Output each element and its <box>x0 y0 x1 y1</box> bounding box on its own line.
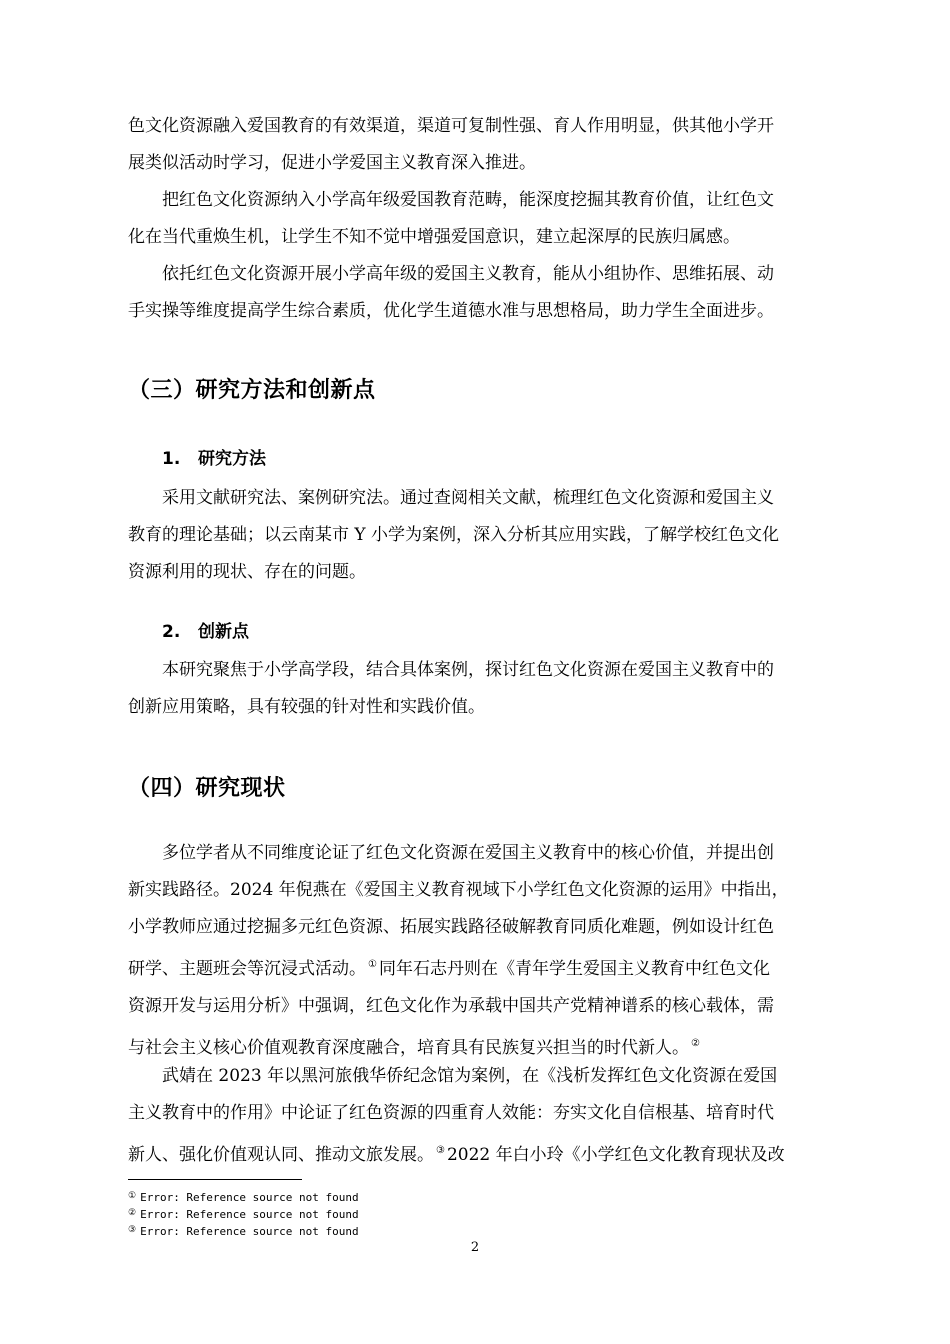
text-line: 武婧在 2023 年以黑河旅俄华侨纪念馆为案例，在《浅析发挥红色文化资源在爱国 <box>162 1066 778 1086</box>
text-segment: 与社会主义核心价值观教育深度融合，培育具有民族复兴担当的时代新人。 <box>128 1038 689 1058</box>
text-line: 多位学者从不同维度论证了红色文化资源在爱国主义教育中的核心价值，并提出创 <box>162 843 774 863</box>
text-segment: 新人、强化价值观认同、推动文旅发展。 <box>128 1145 434 1165</box>
text-segment: 研学、主题班会等沉浸式活动。 <box>128 959 366 979</box>
text-line: 新实践路径。2024 年倪燕在《爱国主义教育视域下小学红色文化资源的运用》中指出， <box>128 880 789 900</box>
text-line: 把红色文化资源纳入小学高年级爱国教育范畴，能深度挖掘其教育价值，让红色文 <box>162 190 774 210</box>
text-segment: 同年石志丹则在《青年学生爱国主义教育中红色文化 <box>378 959 770 979</box>
paragraph-intro-2 <box>128 182 858 256</box>
text-line: 采用文献研究法、案例研究法。通过查阅相关文献，梳理红色文化资源和爱国主义 <box>162 488 774 508</box>
text-line: 创新应用策略，具有较强的针对性和实践价值。 <box>128 697 485 717</box>
text-line: 色文化资源融入爱国教育的有效渠道，渠道可复制性强、育人作用明显，供其他小学开 <box>128 116 774 136</box>
subheading-title: 研究方法 <box>198 449 266 469</box>
page-number: 2 <box>470 1240 480 1255</box>
footnote-3 <box>128 1222 359 1240</box>
section-heading-methods: （三）研究方法和创新点 <box>128 378 376 403</box>
footnote-text: Error: Reference source not found <box>140 1191 359 1204</box>
subheading-number: 1. <box>162 449 181 469</box>
footnote-separator <box>128 1179 302 1180</box>
text-line: 本研究聚焦于小学高学段，结合具体案例，探讨红色文化资源在爱国主义教育中的 <box>162 660 774 680</box>
text-line: 展类似活动时学习，促进小学爱国主义教育深入推进。 <box>128 153 536 173</box>
text-line: 依托红色文化资源开展小学高年级的爱国主义教育，能从小组协作、思维拓展、动 <box>162 264 774 284</box>
footnote-ref[interactable]: ③ <box>436 1145 445 1156</box>
subheading-research-method <box>162 444 266 469</box>
text-line: 资源开发与运用分析》中强调，红色文化作为承载中国共产党精神谱系的核心载体，需 <box>128 996 774 1016</box>
footnote-1 <box>128 1188 359 1206</box>
text-line: 化在当代重焕生机，让学生不知不觉中增强爱国意识，建立起深厚的民族归属感。 <box>128 227 740 247</box>
text-line <box>128 1132 858 1174</box>
footnote-mark: ① <box>128 1191 137 1201</box>
footnote-mark: ③ <box>128 1225 137 1235</box>
text-line: 主义教育中的作用》中论证了红色资源的四重育人效能：夯实文化自信根基、培育时代 <box>128 1103 774 1123</box>
paragraph-intro-3 <box>128 256 858 330</box>
footnote-ref[interactable]: ① <box>368 959 377 970</box>
paragraph-status-1 <box>128 835 858 1067</box>
text-line: 小学教师应通过挖掘多元红色资源、拓展实践路径破解教育同质化难题，例如设计红色 <box>128 917 774 937</box>
paragraph-innovation <box>128 652 858 726</box>
footnote-mark: ② <box>128 1208 137 1218</box>
text-segment: 2022 年白小玲《小学红色文化教育现状及改 <box>446 1145 785 1165</box>
text-line: 资源利用的现状、存在的问题。 <box>128 562 366 582</box>
footnote-2 <box>128 1205 359 1223</box>
paragraph-intro-1 <box>128 108 858 182</box>
subheading-title: 创新点 <box>198 622 249 642</box>
text-line: 教育的理论基础；以云南某市 Y 小学为案例，深入分析其应用实践，了解学校红色文化 <box>128 525 780 545</box>
paragraph-status-2 <box>128 1058 858 1174</box>
text-line: 手实操等维度提高学生综合素质，优化学生道德水准与思想格局，助力学生全面进步。 <box>128 301 774 321</box>
text-line <box>128 946 858 988</box>
subheading-innovation <box>162 617 249 642</box>
subheading-number: 2. <box>162 622 181 642</box>
footnote-ref[interactable]: ② <box>691 1038 700 1049</box>
footnote-text: Error: Reference source not found <box>140 1208 359 1221</box>
section-heading-status: （四）研究现状 <box>128 776 286 801</box>
paragraph-method <box>128 480 858 591</box>
footnote-text: Error: Reference source not found <box>140 1225 359 1238</box>
